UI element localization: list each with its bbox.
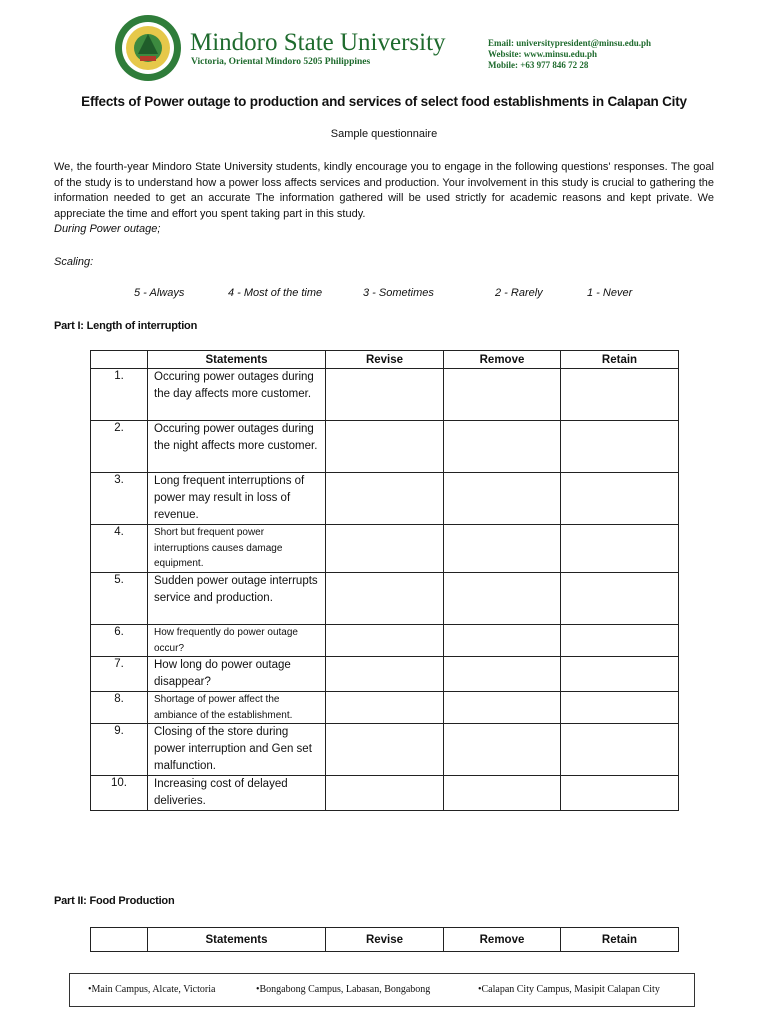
row-number: 8.	[91, 692, 148, 724]
row-number: 6.	[91, 625, 148, 657]
part2-table	[90, 927, 679, 952]
col-header-remove: Remove	[444, 351, 561, 369]
table-row	[91, 573, 679, 625]
retain-cell[interactable]	[561, 573, 679, 625]
revise-cell[interactable]	[326, 369, 444, 421]
remove-cell[interactable]	[444, 625, 561, 657]
row-statement: Shortage of power affect the ambiance of the establishment.	[148, 692, 326, 724]
table-row	[91, 724, 679, 776]
table-row	[91, 421, 679, 473]
part2-heading: Part II: Food Production	[54, 895, 175, 907]
campus-calapan: •Calapan City Campus, Masipit Calapan City	[478, 984, 660, 995]
revise-cell[interactable]	[326, 525, 444, 573]
contact-mobile: Mobile: +63 977 846 72 28	[488, 60, 589, 70]
retain-cell[interactable]	[561, 776, 679, 811]
row-statement: Occuring power outages during the night affects more customer.	[148, 421, 326, 473]
during-label: During Power outage;	[54, 223, 161, 235]
col-header-number	[91, 351, 148, 369]
letterhead	[110, 14, 690, 78]
remove-cell[interactable]	[444, 369, 561, 421]
contact-block	[488, 38, 651, 71]
document-title: Effects of Power outage to production and services of select food establishments in Calapan City	[81, 94, 687, 109]
table-row	[91, 776, 679, 811]
scale-option: 5 - Always	[134, 287, 185, 299]
table-row	[91, 692, 679, 724]
revise-cell[interactable]	[326, 657, 444, 692]
retain-cell[interactable]	[561, 473, 679, 525]
col-header-retain: Retain	[561, 928, 679, 952]
row-statement: Increasing cost of delayed deliveries.	[148, 776, 326, 811]
retain-cell[interactable]	[561, 525, 679, 573]
remove-cell[interactable]	[444, 724, 561, 776]
retain-cell[interactable]	[561, 657, 679, 692]
col-header-retain: Retain	[561, 351, 679, 369]
table-header-row	[91, 351, 679, 369]
table-row	[91, 369, 679, 421]
university-name: Mindoro State University	[190, 29, 446, 56]
remove-cell[interactable]	[444, 657, 561, 692]
row-number: 2.	[91, 421, 148, 473]
revise-cell[interactable]	[326, 473, 444, 525]
row-number: 9.	[91, 724, 148, 776]
row-statement: Occuring power outages during the day affects more customer.	[148, 369, 326, 421]
part1-heading: Part I: Length of interruption	[54, 320, 198, 332]
contact-email: Email: universitypresident@minsu.edu.ph	[488, 38, 651, 48]
row-number: 1.	[91, 369, 148, 421]
revise-cell[interactable]	[326, 692, 444, 724]
scale-option: 4 - Most of the time	[228, 287, 323, 299]
col-header-revise: Revise	[326, 351, 444, 369]
scale-option: 2 - Rarely	[495, 287, 543, 299]
remove-cell[interactable]	[444, 573, 561, 625]
row-statement: How frequently do power outage occur?	[148, 625, 326, 657]
campus-bongabong: •Bongabong Campus, Labasan, Bongabong	[256, 984, 431, 995]
intro-paragraph	[54, 160, 714, 238]
table-header-row	[91, 928, 679, 952]
contact-website: Website: www.minsu.edu.ph	[488, 49, 598, 59]
retain-cell[interactable]	[561, 369, 679, 421]
campus-main: •Main Campus, Alcate, Victoria	[88, 984, 216, 995]
remove-cell[interactable]	[444, 473, 561, 525]
row-statement: Long frequent interruptions of power may result in loss of revenue.	[148, 473, 326, 525]
remove-cell[interactable]	[444, 525, 561, 573]
row-number: 4.	[91, 525, 148, 573]
col-header-statements: Statements	[148, 928, 326, 952]
row-statement: Sudden power outage interrupts service and production.	[148, 573, 326, 625]
scale-option: 1 - Never	[587, 287, 633, 299]
col-header-number	[91, 928, 148, 952]
remove-cell[interactable]	[444, 692, 561, 724]
row-statement: Closing of the store during power interruption and Gen set malfunction.	[148, 724, 326, 776]
campus-footer	[69, 973, 695, 1007]
remove-cell[interactable]	[444, 776, 561, 811]
table-row	[91, 525, 679, 573]
row-statement: How long do power outage disappear?	[148, 657, 326, 692]
scale-option: 3 - Sometimes	[363, 287, 434, 299]
document-subtitle: Sample questionnaire	[330, 128, 438, 140]
scaling-label: Scaling:	[54, 256, 94, 268]
row-number: 10.	[91, 776, 148, 811]
table-row	[91, 657, 679, 692]
retain-cell[interactable]	[561, 421, 679, 473]
revise-cell[interactable]	[326, 573, 444, 625]
revise-cell[interactable]	[326, 724, 444, 776]
row-number: 5.	[91, 573, 148, 625]
revise-cell[interactable]	[326, 625, 444, 657]
row-number: 7.	[91, 657, 148, 692]
row-statement: Short but frequent power interruptions causes damage equipment.	[148, 525, 326, 573]
table-row	[91, 473, 679, 525]
part1-table	[90, 350, 679, 811]
university-address: Victoria, Oriental Mindoro 5205 Philippines	[191, 57, 371, 67]
retain-cell[interactable]	[561, 724, 679, 776]
retain-cell[interactable]	[561, 625, 679, 657]
remove-cell[interactable]	[444, 421, 561, 473]
table-row	[91, 625, 679, 657]
row-number: 3.	[91, 473, 148, 525]
retain-cell[interactable]	[561, 692, 679, 724]
revise-cell[interactable]	[326, 421, 444, 473]
revise-cell[interactable]	[326, 776, 444, 811]
col-header-revise: Revise	[326, 928, 444, 952]
col-header-statements: Statements	[148, 351, 326, 369]
intro-text: We, the fourth-year Mindoro State University students, kindly encourage you to engage in the following questions' responses. The goal of the study is to understand how a power loss affects services and production. Your involvement in this study is crucial to gathering the information needed to get an accurate The information gathered will be used strictly for academic reasons and kept private. We appreciate the time and effort you spent taking part in this study.	[54, 161, 714, 220]
col-header-remove: Remove	[444, 928, 561, 952]
university-seal-icon	[114, 14, 182, 82]
